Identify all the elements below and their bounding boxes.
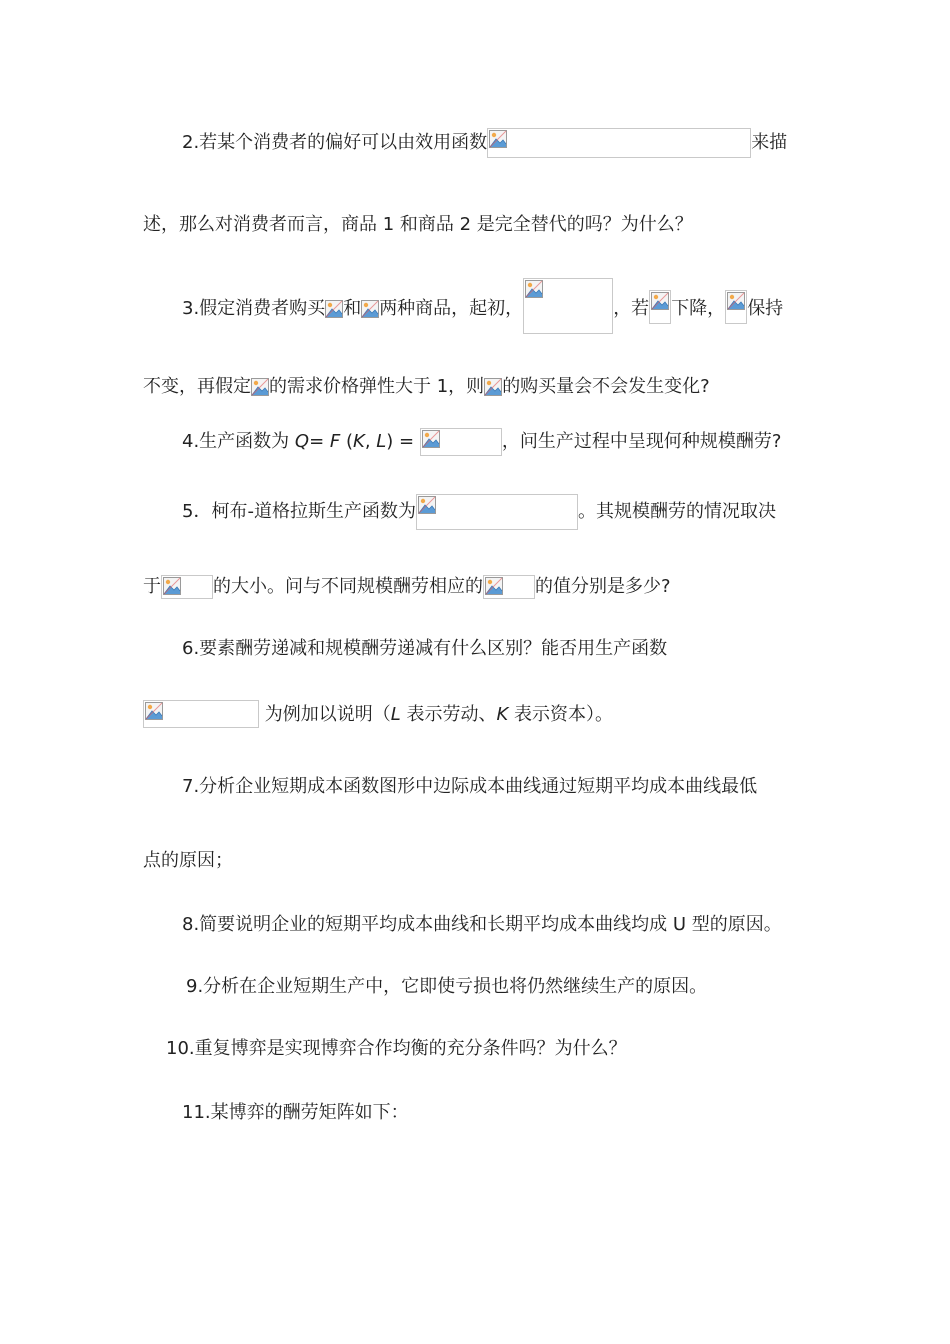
q4-text-b: ，问生产过程中呈现何种规模酬劳?	[501, 431, 782, 452]
formula-image-py	[725, 290, 747, 324]
utility-function-image	[487, 128, 751, 158]
broken-image-icon	[418, 496, 436, 514]
q6-text-line1: 6.要素酬劳递减和规模酬劳递减有什么区别？能否用生产函数	[182, 638, 668, 659]
q4-eq: =	[309, 431, 330, 452]
q3-text-b: 和	[343, 298, 362, 319]
q5-text-c: 于	[143, 576, 161, 597]
q3-text-i: 的购买量会不会发生变化?	[502, 376, 710, 397]
q6-text-c: 表示资本）。	[508, 704, 614, 725]
q7-line1	[182, 774, 757, 800]
alpha-beta-image-2	[483, 575, 535, 599]
q6-line1	[182, 636, 667, 662]
formula-image-initial	[523, 278, 613, 334]
q3-line2	[143, 374, 710, 400]
formula-image-x	[325, 300, 343, 318]
q8-line	[182, 912, 782, 938]
alpha-beta-image	[161, 575, 213, 599]
q3-line1	[182, 278, 783, 334]
q6-var-l: L	[390, 704, 401, 725]
broken-image-icon	[422, 430, 440, 448]
q5-line1	[182, 494, 776, 530]
q11-line	[182, 1100, 409, 1126]
q3-text-h: 的需求价格弹性大于 1，则	[269, 376, 485, 397]
q8-text: 8.简要说明企业的短期平均成本曲线和长期平均成本曲线均成 U 型的原因。	[182, 914, 782, 935]
q7-text-line1: 7.分析企业短期成本函数图形中边际成本曲线通过短期平均成本曲线最低	[182, 776, 758, 797]
formula-image-y2	[484, 378, 502, 396]
broken-image-icon	[485, 577, 503, 595]
broken-image-icon	[651, 292, 669, 310]
q5-text-a: 5．柯布-道格拉斯生产函数为	[182, 501, 416, 522]
cobb-douglas-image	[416, 494, 578, 530]
q6-var-k: K	[496, 704, 509, 725]
q7-text-line2: 点的原因；	[143, 850, 233, 871]
broken-image-icon	[361, 300, 379, 318]
q4-text-a: 4.生产函数为	[182, 431, 295, 452]
q3-text-f: 保持	[747, 298, 784, 319]
broken-image-icon	[163, 577, 181, 595]
q4-comma: ,	[364, 431, 377, 452]
q4-line	[182, 428, 781, 456]
q4-var-k: K	[353, 431, 365, 452]
q2-text-end: 来描	[751, 132, 788, 153]
q6-function-image	[143, 700, 259, 728]
q2-question: 述，那么对消费者而言，商品 1 和商品 2 是完全替代的吗？为什么？	[143, 214, 693, 235]
q3-text-g: 不变，再假定	[143, 376, 251, 397]
broken-image-icon	[489, 130, 507, 148]
q2-text: 2.若某个消费者的偏好可以由效用函数	[182, 132, 488, 153]
q6-line2	[143, 700, 613, 728]
broken-image-icon	[525, 280, 543, 298]
formula-image-y	[361, 300, 379, 318]
production-function-image	[420, 428, 502, 456]
broken-image-icon	[727, 292, 745, 310]
q9-line	[186, 974, 707, 1000]
q3-text-c: 两种商品，起初，	[379, 298, 524, 319]
q10-line	[166, 1036, 627, 1062]
q5-text-e: 的值分别是多少?	[535, 576, 671, 597]
q11-text: 11.某博弈的酬劳矩阵如下：	[182, 1102, 409, 1123]
formula-image-x2	[251, 378, 269, 396]
q4-paren: (	[340, 431, 353, 452]
q5-text-b: 。其规模酬劳的情况取决	[577, 501, 776, 522]
q4-var-l: L	[376, 431, 387, 452]
broken-image-icon	[484, 378, 502, 396]
q4-close: ) =	[386, 431, 420, 452]
q10-text: 10.重复博弈是实现博弈合作均衡的充分条件吗？为什么？	[166, 1038, 627, 1059]
broken-image-icon	[145, 702, 163, 720]
q7-line2	[143, 848, 233, 874]
broken-image-icon	[325, 300, 343, 318]
q6-text-a: 为例加以说明（	[259, 704, 391, 725]
q5-text-d: 的大小。问与不同规模酬劳相应的	[213, 576, 483, 597]
q2-line1	[182, 128, 787, 158]
q5-line2	[143, 574, 671, 600]
q3-text-d: ，若	[613, 298, 650, 319]
q9-text: 9.分析在企业短期生产中，它即使亏损也将仍然继续生产的原因。	[186, 976, 708, 997]
q2-line2	[143, 212, 693, 238]
formula-image-px	[649, 290, 671, 324]
q3-text-a: 3.假定消费者购买	[182, 298, 326, 319]
q4-var-f: F	[329, 431, 341, 452]
q3-text-e: 下降，	[671, 298, 726, 319]
q6-text-b: 表示劳动、	[400, 704, 497, 725]
q4-var-q: Q	[294, 431, 310, 452]
broken-image-icon	[251, 378, 269, 396]
